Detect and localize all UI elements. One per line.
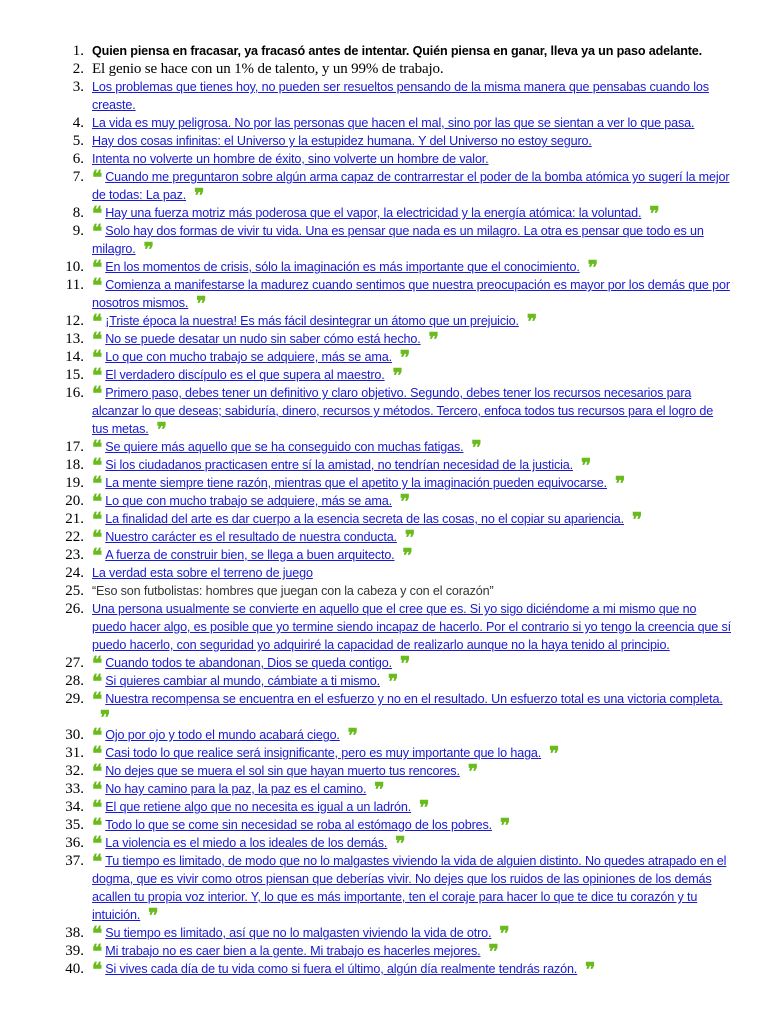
list-item (0, 114, 768, 132)
item-body (92, 275, 732, 315)
close-quote-icon: ❞ (399, 491, 408, 513)
open-quote-icon: ❝ (92, 347, 100, 369)
open-quote-icon: ❝ (92, 545, 100, 567)
close-quote-icon: ❞ (100, 707, 108, 729)
quote-list (0, 42, 768, 981)
item-number: 24. (65, 565, 84, 581)
quote-link[interactable]: Lo que con mucho trabajo se adquiere, más se ama. (105, 350, 392, 364)
item-body (92, 582, 732, 600)
item-number: 40. (65, 961, 84, 977)
quote-link[interactable]: Se quiere más aquello que se ha conseguido con muchas fatigas. (105, 440, 464, 454)
item-body (92, 473, 732, 495)
item-body (92, 221, 732, 261)
item-number: 10. (65, 259, 84, 275)
quote-link[interactable]: Una persona usualmente se convierte en aquello que el cree que es. Si yo sigo diciéndome a mi mismo que no puedo hacer algo, es posible que yo termine siendo incapaz de hacerlo. Por el contrario si yo tengo la creencia que sí puedo hacerlo, con seguridad yo adquiriré la capacidad de realizarlo aunque no la haya tenido al principio. (92, 602, 731, 652)
item-body (92, 527, 732, 549)
item-number: 20. (65, 493, 84, 509)
item-number: 31. (65, 745, 84, 761)
quote-link[interactable]: Si quieres cambiar al mundo, cámbiate a ti mismo. (105, 674, 380, 688)
list-item (0, 473, 768, 495)
list-item (0, 671, 768, 693)
item-body (92, 114, 732, 132)
list-item (0, 221, 768, 261)
open-quote-icon: ❝ (92, 779, 100, 801)
open-quote-icon: ❝ (92, 275, 100, 297)
list-item (0, 600, 768, 654)
item-body (92, 815, 732, 837)
close-quote-icon: ❞ (649, 203, 657, 225)
open-quote-icon: ❝ (92, 761, 100, 783)
open-quote-icon: ❝ (92, 743, 100, 765)
list-item (0, 329, 768, 351)
list-item (0, 725, 768, 747)
item-number: 3. (72, 79, 84, 95)
close-quote-icon: ❞ (404, 527, 413, 549)
item-number: 27. (65, 655, 84, 671)
open-quote-icon: ❝ (92, 851, 100, 873)
open-quote-icon: ❝ (92, 383, 100, 405)
item-number: 4. (72, 115, 84, 131)
open-quote-icon: ❝ (92, 437, 100, 459)
quote-link[interactable]: Mi trabajo no es caer bien a la gente. Mi trabajo es hacerles mejores. (105, 944, 481, 958)
list-item (0, 203, 768, 225)
list-item (0, 851, 768, 927)
quote-link[interactable]: Cuando todos te abandonan, Dios se queda contigo. (105, 656, 392, 670)
open-quote-icon: ❝ (92, 671, 100, 693)
item-number: 2. (72, 61, 84, 77)
list-item (0, 132, 768, 150)
quote-link[interactable]: La finalidad del arte es dar cuerpo a la esencia secreta de las cosas, no el copiar su apariencia. (105, 512, 624, 526)
close-quote-icon: ❞ (632, 509, 640, 531)
close-quote-icon: ❞ (196, 293, 204, 315)
item-body (92, 600, 732, 654)
list-item (0, 455, 768, 477)
item-number: 11. (65, 277, 84, 293)
item-body (92, 42, 732, 60)
quote-link[interactable]: Nuestra recompensa se encuentra en el esfuerzo y no en el resultado. Un esfuerzo total es una victoria completa. (105, 692, 723, 706)
list-item (0, 689, 768, 729)
quote-link[interactable]: Solo hay dos formas de vivir tu vida. Una es pensar que nada es un milagro. La otra es pensar que todo es un milagro. (92, 224, 704, 256)
quote-link[interactable]: La mente siempre tiene razón, mientras que el apetito y la imaginación pueden equivocarse. (105, 476, 607, 490)
item-body (92, 689, 732, 729)
close-quote-icon: ❞ (499, 815, 508, 837)
quote-link[interactable]: Primero paso, debes tener un definitivo y claro objetivo. Segundo, debes tener los recursos necesarios para alcanzar lo que deseas; sabiduría, dinero, recursos y métodos. Tercero, enfoca todos tus recursos para el logro de tus metas. (92, 386, 714, 436)
list-item (0, 347, 768, 369)
item-body (92, 671, 732, 693)
item-number: 28. (65, 673, 84, 689)
list-item (0, 275, 768, 315)
close-quote-icon: ❞ (419, 797, 427, 819)
quote-link[interactable]: En los momentos de crisis, sólo la imaginación es más importante que el conocimiento. (105, 260, 580, 274)
quote-link[interactable]: Cuando me preguntaron sobre algún arma capaz de contrarrestar el poder de la bomba atómica yo sugerí la mejor de todas: La paz. (92, 170, 730, 202)
list-item (0, 78, 768, 114)
item-body (92, 365, 732, 387)
quote-link[interactable]: Intenta no volverte un hombre de éxito, sino volverte un hombre de valor. (92, 152, 489, 166)
quote-link[interactable]: ¡Triste época la nuestra! Es más fácil desintegrar un átomo que un prejuicio. (105, 314, 519, 328)
item-number: 29. (65, 691, 84, 707)
item-body (92, 132, 732, 150)
quote-link[interactable]: Todo lo que se come sin necesidad se roba al estómago de los pobres. (105, 818, 492, 832)
item-body (92, 455, 732, 477)
close-quote-icon: ❞ (148, 905, 156, 927)
open-quote-icon: ❝ (92, 473, 100, 495)
item-number: 9. (72, 223, 84, 239)
item-number: 39. (65, 943, 84, 959)
item-body (92, 347, 732, 369)
open-quote-icon: ❝ (92, 311, 100, 333)
item-body (92, 311, 732, 333)
open-quote-icon: ❝ (92, 797, 100, 819)
quote-link[interactable]: No dejes que se muera el sol sin que hayan muerto tus rencores. (105, 764, 460, 778)
item-number: 26. (65, 601, 84, 617)
close-quote-icon: ❞ (392, 365, 400, 387)
close-quote-icon: ❞ (395, 833, 403, 855)
item-body (92, 203, 732, 225)
open-quote-icon: ❝ (92, 527, 100, 549)
close-quote-icon: ❞ (156, 419, 164, 441)
open-quote-icon: ❝ (92, 221, 100, 243)
item-body (92, 941, 732, 963)
open-quote-icon: ❝ (92, 365, 100, 387)
item-number: 7. (72, 169, 84, 185)
item-body (92, 833, 732, 855)
item-body (92, 167, 732, 207)
list-item (0, 564, 768, 582)
item-number: 38. (65, 925, 84, 941)
item-number: 30. (65, 727, 84, 743)
item-body (92, 491, 732, 513)
close-quote-icon: ❞ (143, 239, 151, 261)
list-item (0, 150, 768, 168)
quote-link[interactable]: La vida es muy peligrosa. No por las personas que hacen el mal, sino por las que se sientan a ver lo que pasa. (92, 116, 695, 130)
open-quote-icon: ❝ (92, 725, 100, 747)
close-quote-icon: ❞ (614, 473, 623, 495)
item-body (92, 545, 732, 567)
item-body (92, 743, 732, 765)
item-body (92, 761, 732, 783)
quote-link[interactable]: Hay dos cosas infinitas: el Universo y la estupidez humana. Y del Universo no estoy seguro. (92, 134, 592, 148)
open-quote-icon: ❝ (92, 941, 100, 963)
list-item (0, 509, 768, 531)
open-quote-icon: ❝ (92, 509, 100, 531)
item-body (92, 564, 732, 582)
item-body (92, 725, 732, 747)
item-body (92, 60, 732, 78)
close-quote-icon: ❞ (587, 257, 595, 279)
open-quote-icon: ❝ (92, 689, 100, 711)
close-quote-icon: ❞ (499, 923, 507, 945)
list-item (0, 779, 768, 801)
close-quote-icon: ❞ (580, 455, 589, 477)
list-item (0, 437, 768, 459)
item-number: 34. (65, 799, 84, 815)
quote-text: “Eso son futbolistas: hombres que juegan con la cabeza y con el corazón” (92, 584, 494, 598)
item-number: 5. (72, 133, 84, 149)
close-quote-icon: ❞ (347, 725, 355, 747)
open-quote-icon: ❝ (92, 455, 100, 477)
open-quote-icon: ❝ (92, 203, 100, 225)
item-body (92, 779, 732, 801)
quote-link[interactable]: Comienza a manifestarse la madurez cuando sentimos que nuestra preocupación es mayor por los demás que por nosotros mismos. (92, 278, 730, 310)
item-number: 6. (72, 151, 84, 167)
open-quote-icon: ❝ (92, 653, 100, 675)
close-quote-icon: ❞ (387, 671, 396, 693)
close-quote-icon: ❞ (428, 329, 436, 351)
open-quote-icon: ❝ (92, 815, 100, 837)
quote-link[interactable]: El que retiene algo que no necesita es igual a un ladrón. (105, 800, 412, 814)
quote-link[interactable]: A fuerza de construir bien, se llega a buen arquitecto. (105, 548, 395, 562)
quote-link[interactable]: La violencia es el miedo a los ideales de los demás. (105, 836, 388, 850)
item-number: 33. (65, 781, 84, 797)
item-body (92, 797, 732, 819)
item-body (92, 923, 732, 945)
list-item (0, 959, 768, 981)
quote-link[interactable]: El verdadero discípulo es el que supera al maestro. (105, 368, 385, 382)
item-body (92, 78, 732, 114)
open-quote-icon: ❝ (92, 833, 100, 855)
item-body (92, 851, 732, 927)
item-number: 25. (65, 583, 84, 599)
item-body (92, 959, 732, 981)
item-number: 22. (65, 529, 84, 545)
item-body (92, 257, 732, 279)
close-quote-icon: ❞ (194, 185, 202, 207)
item-number: 23. (65, 547, 84, 563)
quote-link[interactable]: Los problemas que tienes hoy, no pueden ser resueltos pensando de la misma manera que pensabas cuando los creaste. (92, 80, 709, 112)
list-item (0, 311, 768, 333)
item-number: 19. (65, 475, 84, 491)
list-item (0, 527, 768, 549)
item-body (92, 509, 732, 531)
close-quote-icon: ❞ (399, 347, 408, 369)
item-number: 32. (65, 763, 84, 779)
quote-link[interactable]: No hay camino para la paz, la paz es el camino. (105, 782, 367, 796)
close-quote-icon: ❞ (526, 311, 535, 333)
close-quote-icon: ❞ (374, 779, 382, 801)
list-item (0, 545, 768, 567)
list-item (0, 257, 768, 279)
quote-text: El genio se hace con un 1% de talento, y un 99% de trabajo. (92, 61, 444, 77)
quote-link[interactable]: Ojo por ojo y todo el mundo acabará ciego. (105, 728, 340, 742)
open-quote-icon: ❝ (92, 257, 100, 279)
close-quote-icon: ❞ (467, 761, 476, 783)
item-number: 21. (65, 511, 84, 527)
list-item (0, 365, 768, 387)
list-item (0, 923, 768, 945)
item-body (92, 653, 732, 675)
close-quote-icon: ❞ (399, 653, 408, 675)
open-quote-icon: ❝ (92, 329, 100, 351)
list-item (0, 743, 768, 765)
item-number: 15. (65, 367, 84, 383)
item-number: 14. (65, 349, 84, 365)
item-number: 16. (65, 385, 84, 401)
list-item (0, 941, 768, 963)
close-quote-icon: ❞ (585, 959, 593, 981)
list-item (0, 833, 768, 855)
item-number: 12. (65, 313, 84, 329)
item-number: 35. (65, 817, 84, 833)
list-item (0, 582, 768, 600)
open-quote-icon: ❝ (92, 959, 100, 981)
item-number: 17. (65, 439, 84, 455)
item-number: 36. (65, 835, 84, 851)
quote-link[interactable]: Si los ciudadanos practicasen entre sí la amistad, no tendrían necesidad de la justicia. (105, 458, 573, 472)
quote-link[interactable]: Si vives cada día de tu vida como si fuera el último, algún día realmente tendrás razón. (105, 962, 578, 976)
quote-link[interactable]: No se puede desatar un nudo sin saber cómo está hecho. (105, 332, 421, 346)
item-number: 13. (65, 331, 84, 347)
item-body (92, 437, 732, 459)
list-item (0, 42, 768, 60)
item-body (92, 150, 732, 168)
item-number: 8. (72, 205, 84, 221)
item-body (92, 383, 732, 441)
item-number: 18. (65, 457, 84, 473)
open-quote-icon: ❝ (92, 923, 100, 945)
close-quote-icon: ❞ (488, 941, 496, 963)
quote-link[interactable]: Nuestro carácter es el resultado de nuestra conducta. (105, 530, 397, 544)
close-quote-icon: ❞ (471, 437, 479, 459)
item-body (92, 329, 732, 351)
list-item (0, 383, 768, 441)
list-item (0, 815, 768, 837)
quote-link[interactable]: Tu tiempo es limitado, de modo que no lo malgastes viviendo la vida de alguien distinto. No quedes atrapado en el dogma, que es vivir como otros piensan que deberías vivir. No dejes que los ruidos de las opiniones de los demás acallen tu propia voz interior. Y, lo que es más importante, ten el coraje para hacer lo que te dice tu corazón y tu intuición. (92, 854, 727, 922)
item-number: 37. (65, 853, 84, 869)
quote-link[interactable]: La verdad esta sobre el terreno de juego (92, 566, 313, 580)
quote-link[interactable]: Su tiempo es limitado, así que no lo malgasten viviendo la vida de otro. (105, 926, 492, 940)
list-item (0, 797, 768, 819)
list-item (0, 167, 768, 207)
close-quote-icon: ❞ (402, 545, 410, 567)
list-item (0, 761, 768, 783)
quote-link[interactable]: Lo que con mucho trabajo se adquiere, más se ama. (105, 494, 392, 508)
list-item (0, 60, 768, 78)
quote-link[interactable]: Hay una fuerza motriz más poderosa que el vapor, la electricidad y la energía atómica: la voluntad. (105, 206, 642, 220)
list-item (0, 491, 768, 513)
quote-link[interactable]: Casi todo lo que realice será insignificante, pero es muy importante que lo haga. (105, 746, 542, 760)
list-item (0, 653, 768, 675)
open-quote-icon: ❝ (92, 491, 100, 513)
quote-text: Quien piensa en fracasar, ya fracasó antes de intentar. Quién piensa en ganar, lleva ya un paso adelante. (92, 44, 702, 58)
close-quote-icon: ❞ (549, 743, 557, 765)
item-number: 1. (72, 43, 84, 59)
open-quote-icon: ❝ (92, 167, 100, 189)
